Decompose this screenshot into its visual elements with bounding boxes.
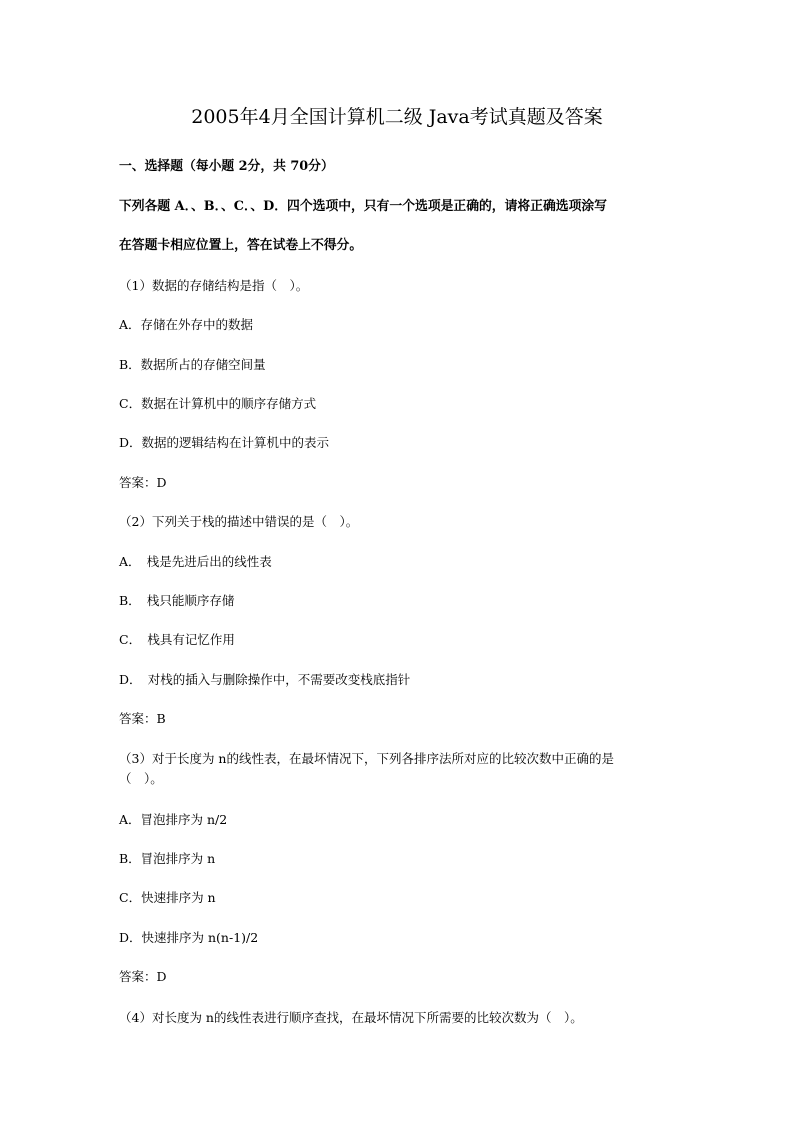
- section-heading: 一、选择题（每小题 2分，共 70分）: [119, 159, 334, 174]
- question-3-answer: 答案：D: [119, 969, 167, 984]
- question-2-option-a: A． 栈是先进后出的线性表: [119, 554, 272, 569]
- question-3-stem-line-1: （3）对于长度为 n的线性表，在最坏情况下，下列各排序法所对应的比较次数中正确的是: [119, 751, 614, 766]
- question-3-stem-line-2: （ ）。: [119, 771, 163, 786]
- question-1-option-b: B．数据所占的存储空间量: [119, 357, 266, 372]
- question-2-option-b: B． 栈只能顺序存储: [119, 593, 235, 608]
- instructions-line-1: 下列各题 A．、B．、C．、D．四个选项中，只有一个选项是正确的，请将正确选项涂写: [119, 199, 607, 214]
- question-1-answer: 答案：D: [119, 475, 167, 490]
- question-1-stem: （1）数据的存储结构是指（ ）。: [119, 278, 309, 293]
- question-1-option-a: A．存储在外存中的数据: [119, 317, 254, 332]
- question-1-option-c: C．数据在计算机中的顺序存储方式: [119, 396, 317, 411]
- question-1-option-d: D．数据的逻辑结构在计算机中的表示: [119, 435, 330, 450]
- question-3-option-a: A．冒泡排序为 n/2: [119, 812, 228, 827]
- instructions-line-2: 在答题卡相应位置上，答在试卷上不得分。: [119, 238, 363, 253]
- question-2-answer: 答案：B: [119, 711, 166, 726]
- question-2-stem: （2）下列关于栈的描述中错误的是（ ）。: [119, 514, 359, 529]
- question-3-option-c: C．快速排序为 n: [119, 890, 216, 905]
- page-title: 2005年4月全国计算机二级 Java考试真题及答案: [191, 106, 603, 128]
- question-2-option-d: D． 对栈的插入与删除操作中，不需要改变栈底指针: [119, 672, 411, 687]
- question-4-stem: （4）对长度为 n的线性表进行顺序查找，在最坏情况下所需要的比较次数为（ ）。: [119, 1010, 583, 1025]
- question-2-option-c: C． 栈具有记忆作用: [119, 632, 235, 647]
- question-3-option-b: B．冒泡排序为 n: [119, 851, 216, 866]
- question-3-option-d: D．快速排序为 n(n-1)/2: [119, 930, 259, 945]
